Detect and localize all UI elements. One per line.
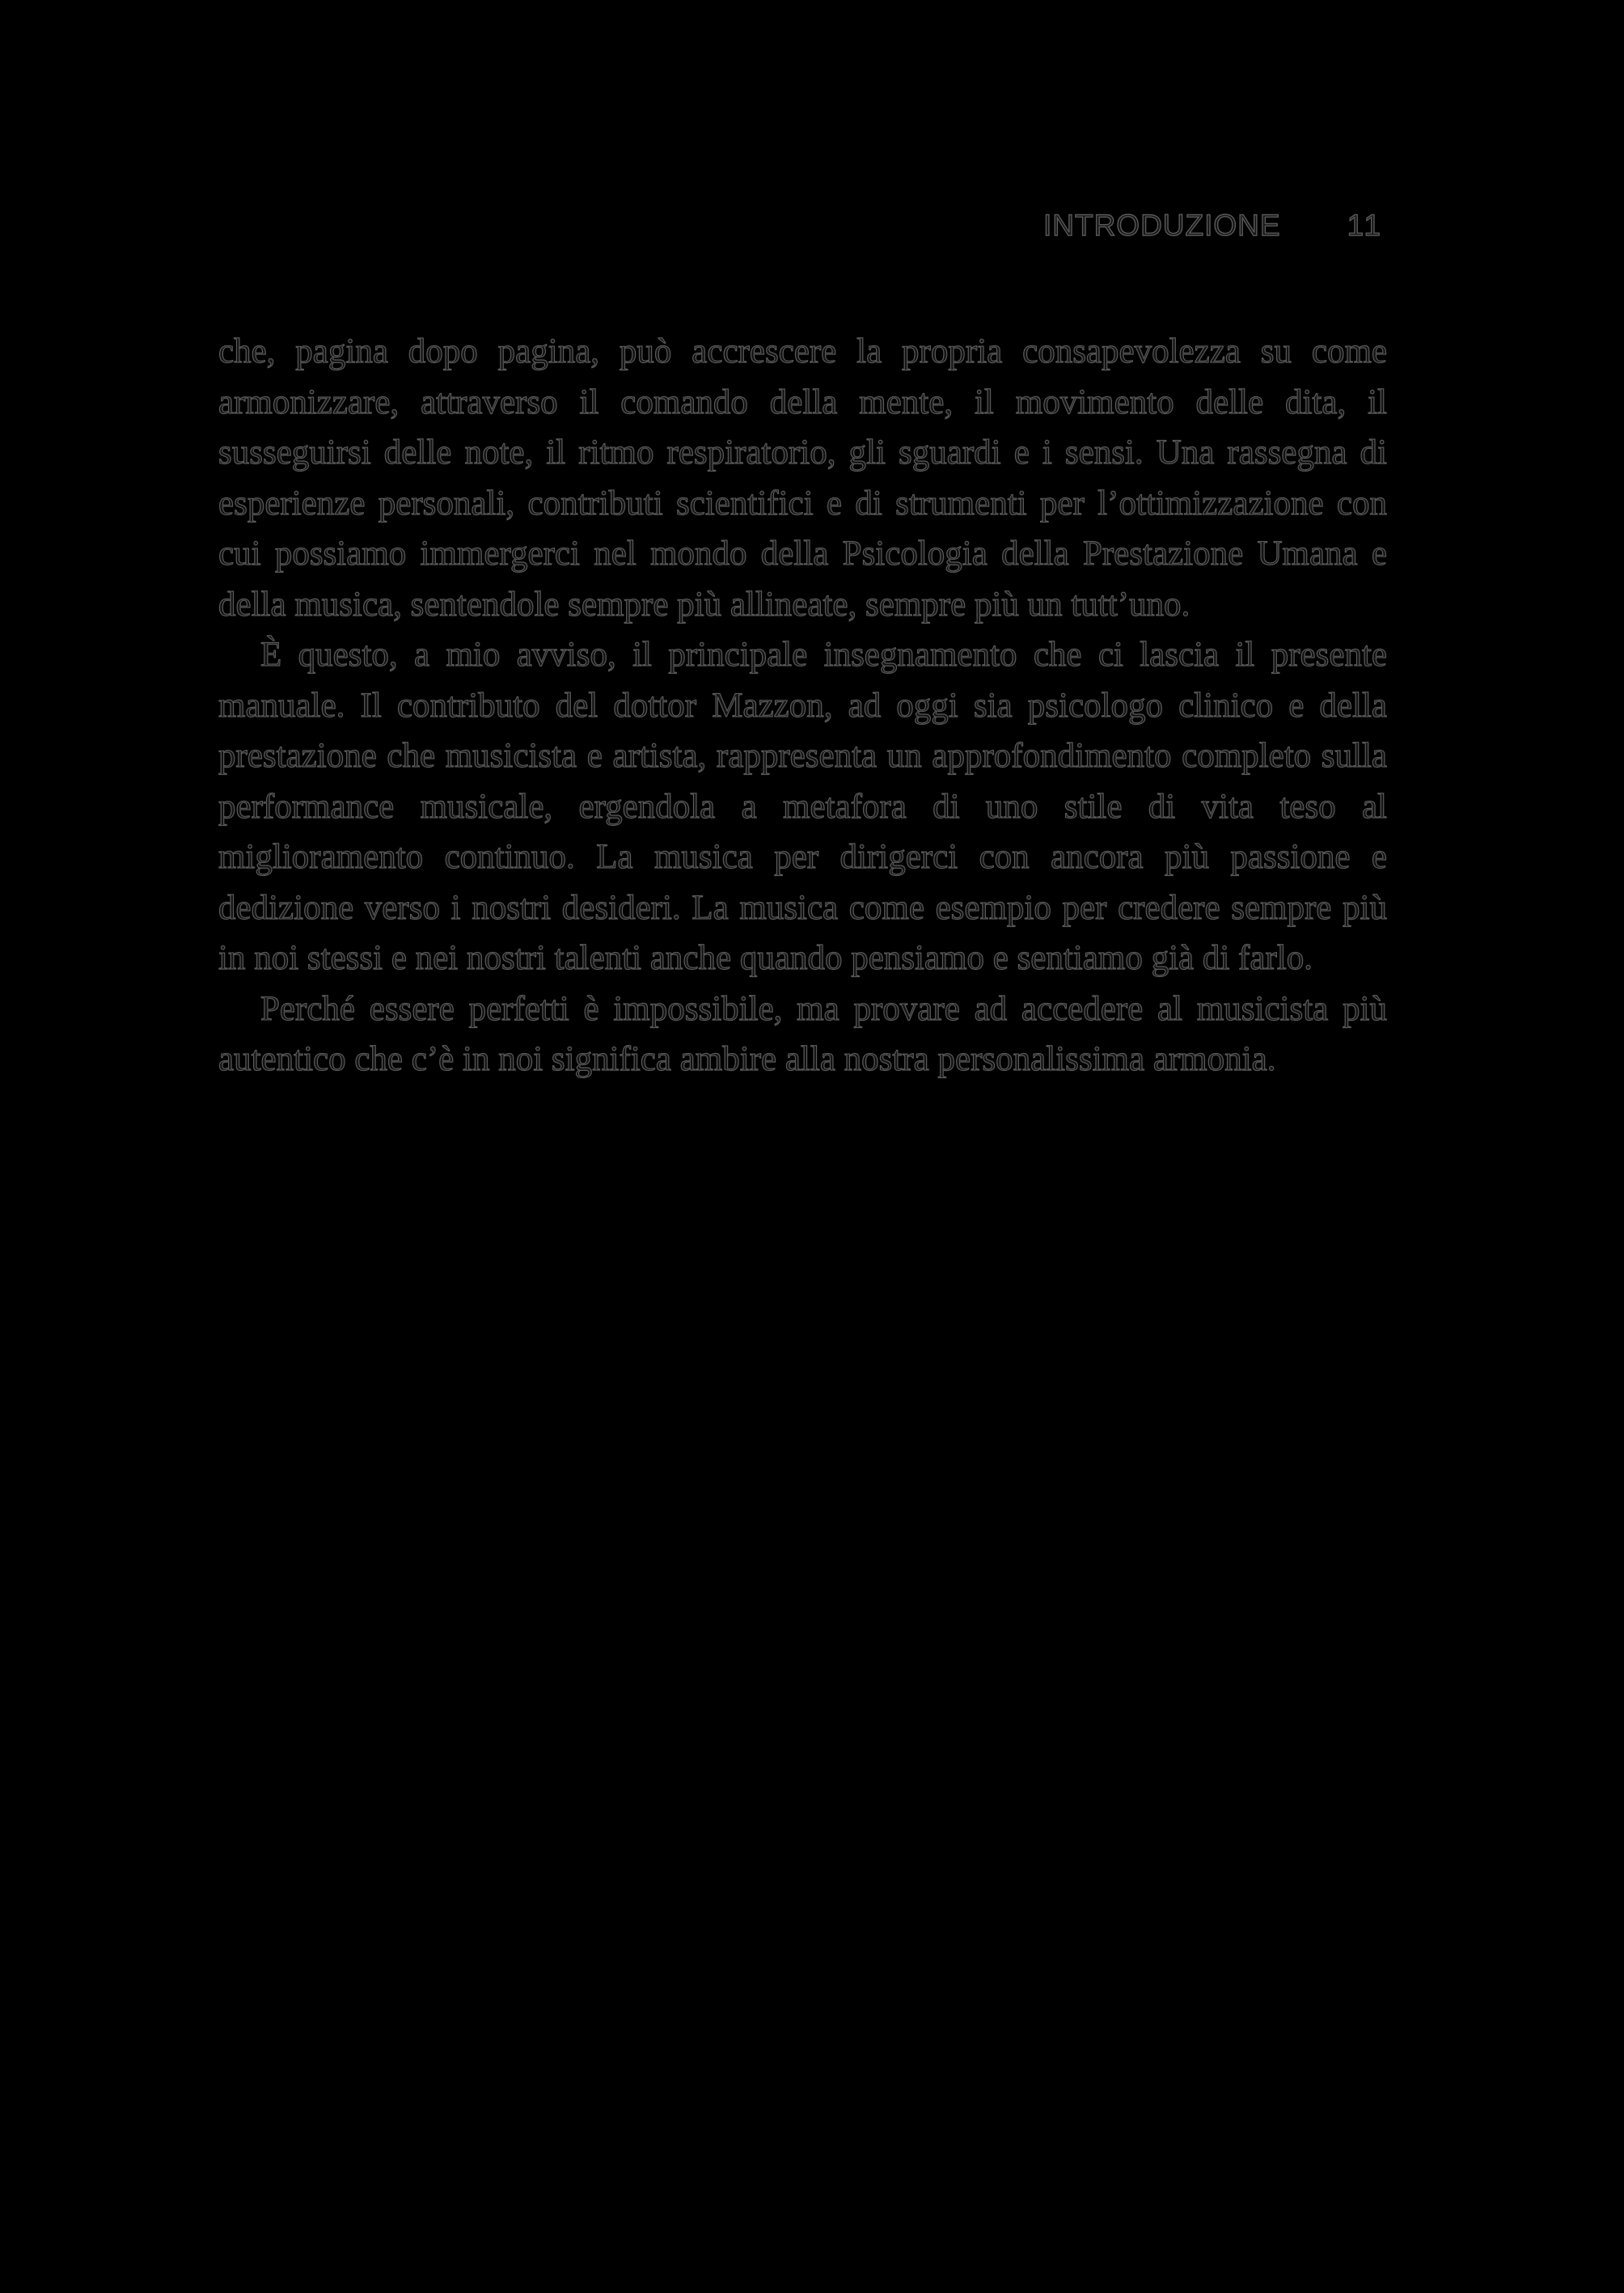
page-number: 11	[1347, 209, 1383, 242]
section-title: INTRODUZIONE	[1042, 209, 1281, 242]
body-text	[218, 327, 1387, 1085]
paragraph: È questo, a mio avviso, il principale insegnamento che ci lascia il presente manuale. Il contributo del dottor Mazzon, ad oggi sia psicologo clinico e della prestazione che musicista e artista, rappresenta un approfondimento completo sulla performance musicale, ergendola a metafora di uno stile di vita teso al miglioramento continuo. La musica per dirigerci con ancora più passione e dedizione verso i nostri desideri. La musica come esempio per credere sempre più in noi stessi e nei nostri talenti anche quando pensiamo e sentiamo già di farlo.	[218, 636, 1387, 977]
running-header	[1043, 209, 1383, 243]
paragraph: che, pagina dopo pagina, può accrescere la propria consapevolezza su come armonizzare, attraverso il comando della mente, il movimento delle dita, il susseguirsi delle note, il ritmo respiratorio, gli sguardi e i sensi. Una rassegna di esperienze personali, contributi scientifici e di strumenti per l’ottimizzazione con cui possiamo immergerci nel mondo della Psicologia della Prestazione Umana e della musica, sentendole sempre più allineate, sempre più un tutt’uno.	[218, 332, 1387, 624]
paragraph: Perché essere perfetti è impossibile, ma provare ad accedere al musicista più autentico che c’è in noi significa ambire alla nostra personalissima armonia.	[218, 989, 1387, 1078]
